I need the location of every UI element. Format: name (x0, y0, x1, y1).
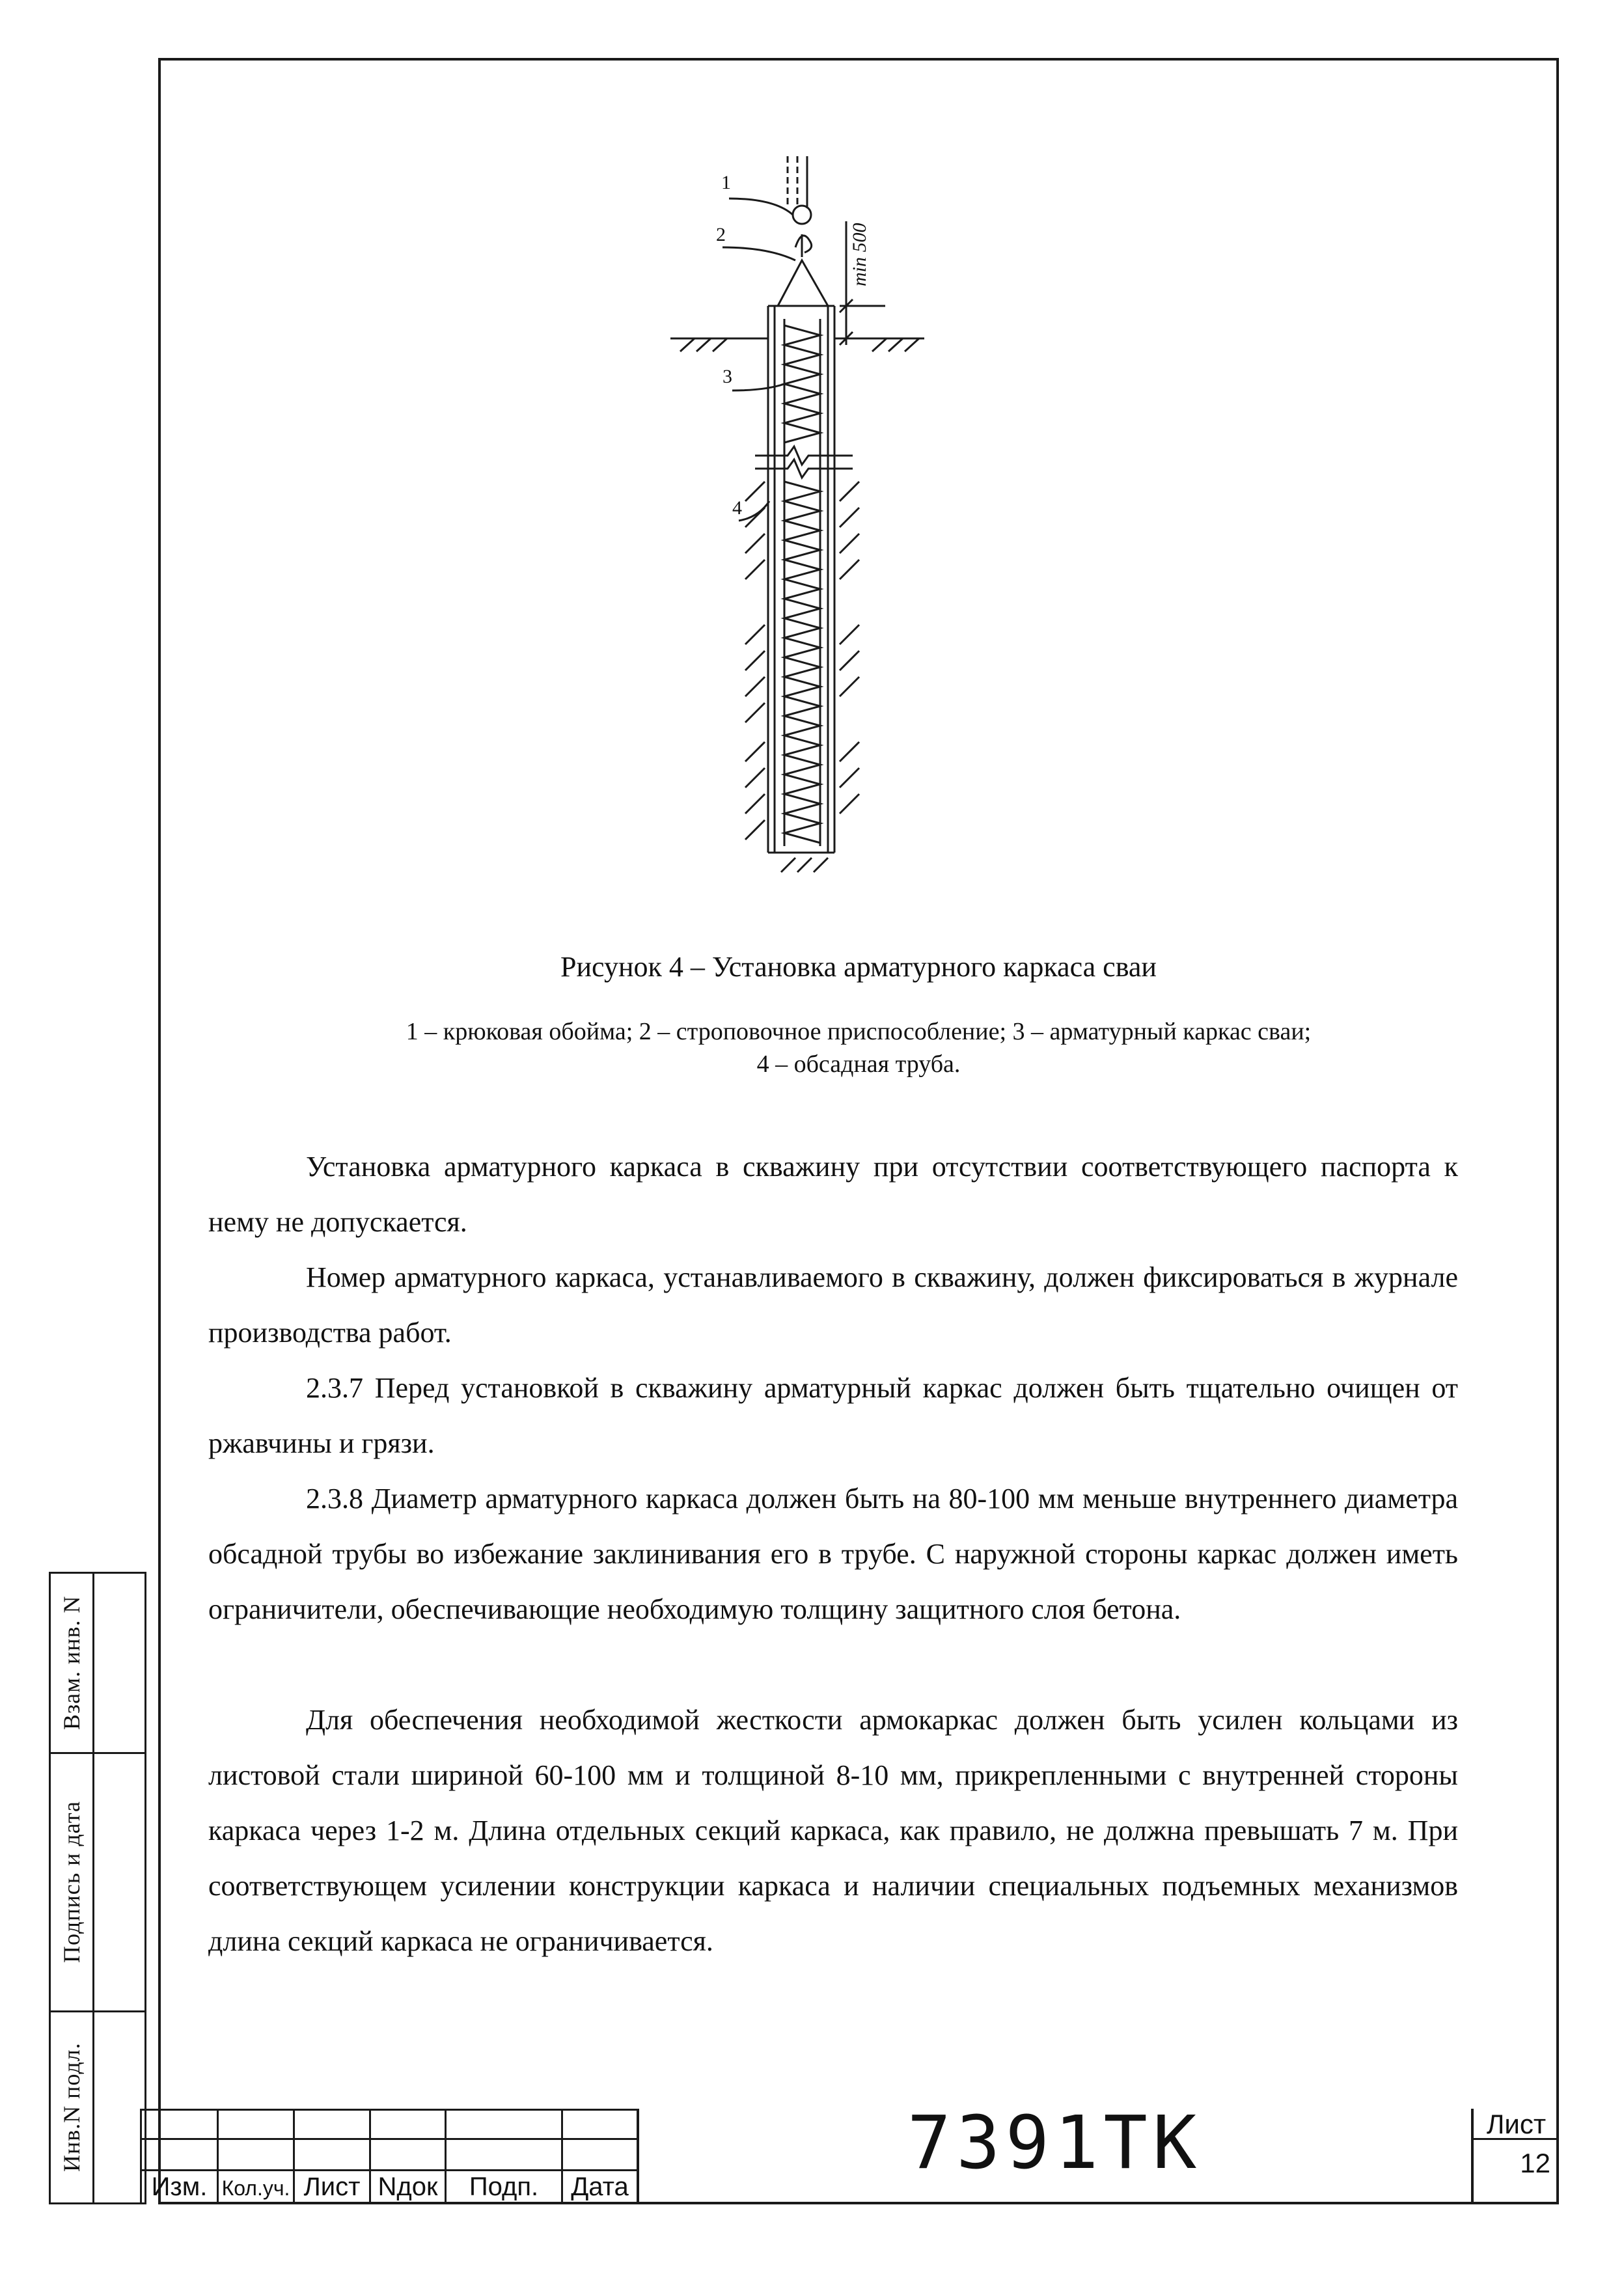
cage-upper (784, 325, 820, 443)
sheet-number: 12 (1520, 2148, 1550, 2178)
col-podp: Подп. (469, 2172, 539, 2201)
stamp-inv-podl: Инв.N подл. (49, 2010, 94, 2204)
paragraph-4: 2.3.8 Диаметр арматурного каркаса должен быть на 80-100 мм меньше внутреннего диаметра обсадной трубы во избежание заклинивания его в трубе. С наружной стороны каркас должен иметь ограничители, обеспечивающие необходимую толщину защитного слоя бетона. (208, 1483, 1458, 1625)
legend-line-2: 4 – обсадная труба. (756, 1050, 961, 1078)
stamp-podpis-data: Подпись и дата (49, 1752, 94, 2012)
paragraph-5: Для обеспечения необходимой жесткости армокаркас должен быть усилен кольцами из листовой стали шириной 60-100 мм и толщиной 8-10 мм, прикрепленными с внутренней стороны каркаса через 1-2 м. Длина отдельных секций каркаса, как правило, не должна превышать 7 м. При соответствующем усилении конструкции каркаса и наличии специальных подъемных механизмов длина секций каркаса не ограничивается. (208, 1704, 1458, 1957)
callout-3: 3 (723, 366, 732, 387)
paragraph-2: Номер арматурного каркаса, устанавливаемого в скважину, должен фиксироваться в журнале производства работ. (208, 1261, 1458, 1349)
pile-cage-figure (625, 137, 963, 892)
figure-caption-legend (158, 1015, 1559, 1080)
stamp-vzam-inv: Взам. инв. N (49, 1572, 94, 1754)
col-ndok: Nдок (378, 2172, 438, 2201)
side-stamp (49, 1572, 146, 2204)
stamp-vzam-inv-value (92, 1572, 146, 1754)
dimension-label: min 500 (849, 223, 870, 286)
stamp-inv-podl-value (92, 2010, 146, 2204)
legend-line-1: 1 – крюковая обойма; 2 – строповочное приспособление; 3 – арматурный каркас сваи; (406, 1018, 1312, 1045)
callout-4: 4 (732, 497, 742, 519)
sling-hook-icon (795, 236, 812, 253)
stamp-podpis-data-value (92, 1752, 146, 2012)
cage-lower (784, 482, 820, 843)
figure-caption-title: Рисунок 4 – Установка арматурного каркаса сваи (560, 951, 1157, 983)
col-list: Лист (303, 2172, 361, 2201)
hook-block-icon (793, 206, 811, 224)
sheet-label: Лист (1486, 2109, 1547, 2139)
document-code: 7391ТК (907, 2101, 1202, 2186)
callout-1: 1 (721, 172, 731, 193)
col-data: Дата (571, 2172, 629, 2201)
col-izm: Изм. (151, 2172, 208, 2201)
paragraph-3: 2.3.7 Перед установкой в скважину арматурный каркас должен быть тщательно очищен от ржавчины и грязи. (208, 1372, 1458, 1459)
col-kol-uch: Кол.уч. (221, 2176, 290, 2200)
callout-2: 2 (716, 224, 726, 245)
paragraph-1: Установка арматурного каркаса в скважину при отсутствии соответствующего паспорта к нему не допускается. (208, 1151, 1458, 1238)
